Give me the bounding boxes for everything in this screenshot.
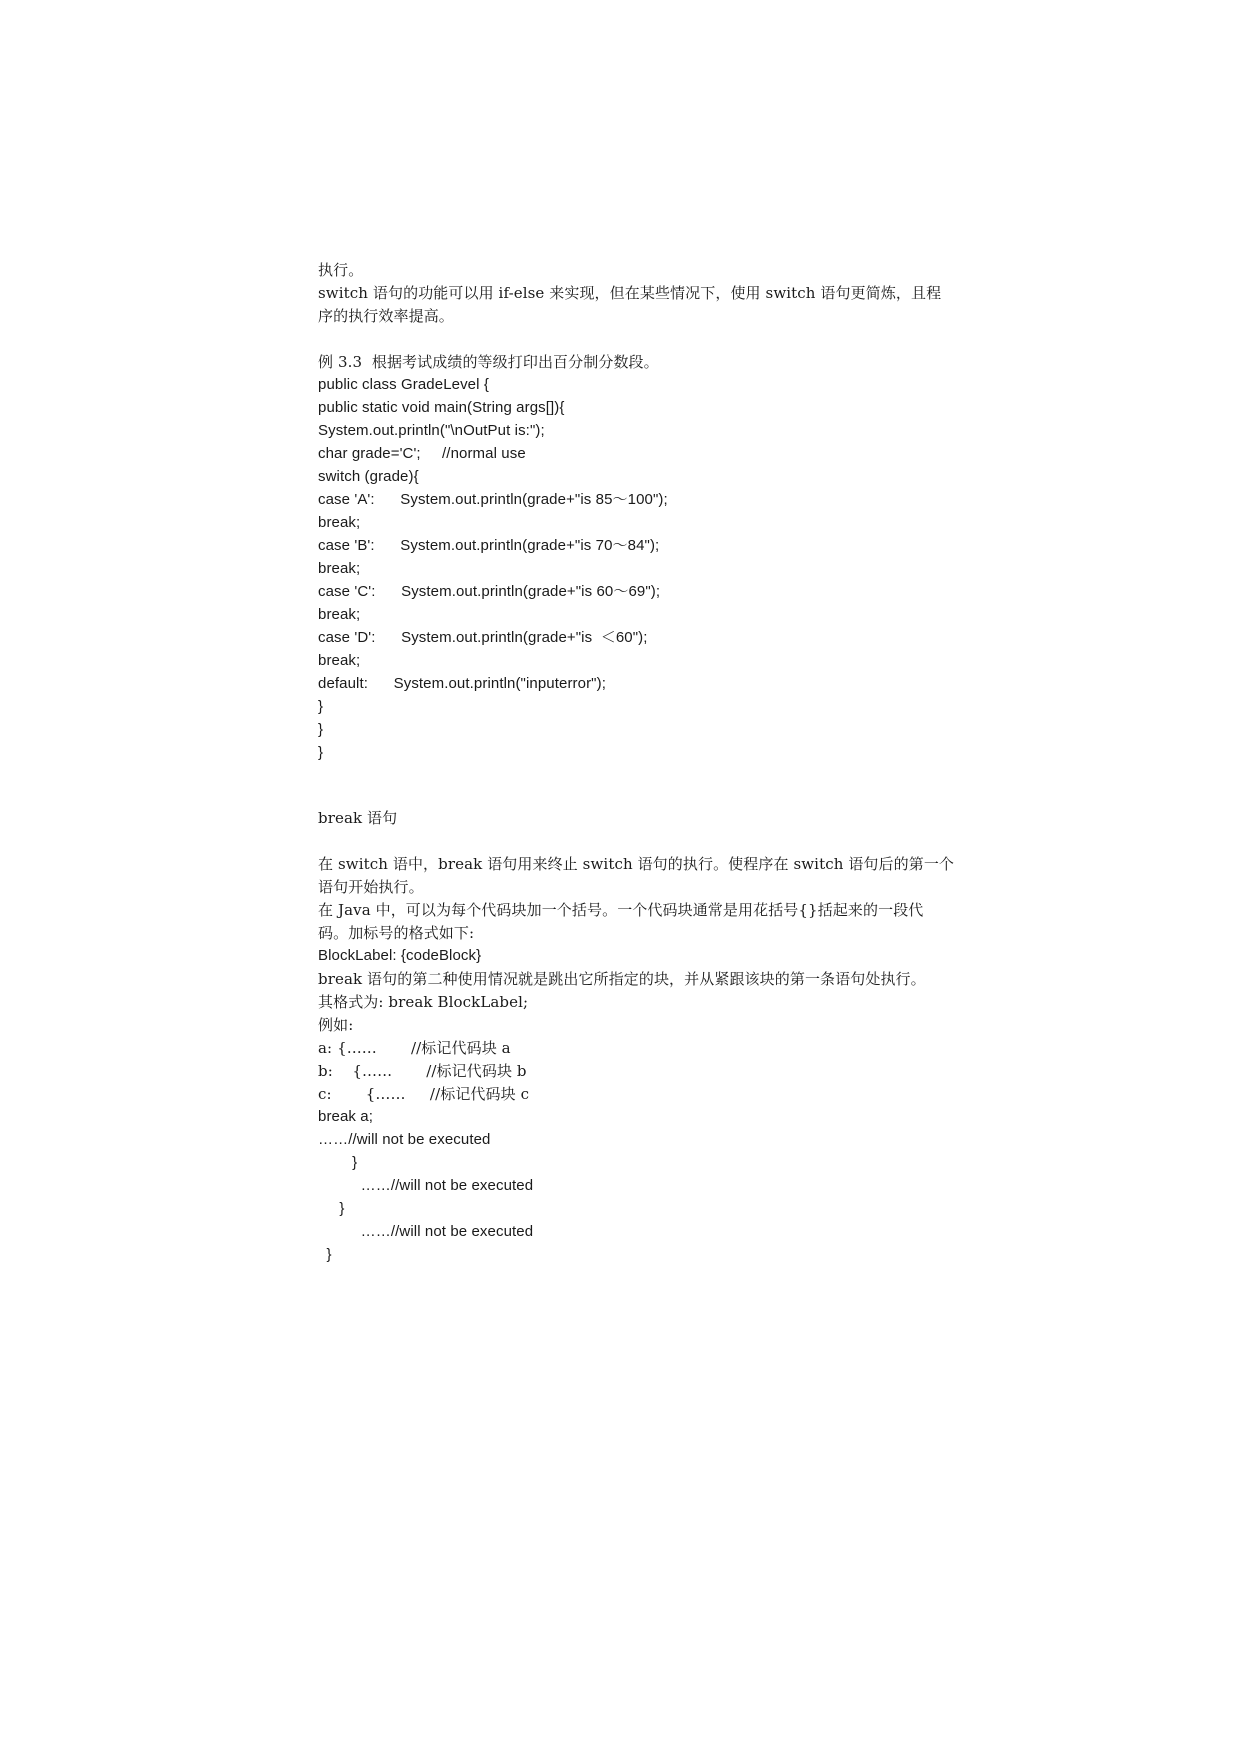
example-caption: 例 3.3 根据考试成绩的等级打印出百分制分数段。 (318, 353, 659, 371)
break-section-heading: break 语句 (318, 809, 398, 827)
break-para-1-line-2: 语句开始执行。 (318, 878, 424, 896)
example-code-line: b: {…… //标记代码块 b (318, 1062, 527, 1080)
code-line: public class GradeLevel { (318, 376, 489, 393)
example-code-line: ……//will not be executed (318, 1131, 491, 1148)
example-code-line: ……//will not be executed (318, 1177, 534, 1194)
code-line: break; (318, 606, 361, 623)
intro-line-2: switch 语句的功能可以用 if-else 来实现，但在某些情况下，使用 switch 语句更简炼，且程 (318, 284, 942, 302)
example-code-line: } (318, 1200, 345, 1217)
intro-line-1: 执行。 (318, 261, 364, 279)
intro-line-3: 序的执行效率提高。 (318, 307, 454, 325)
code-line: System.out.println("\nOutPut is:"); (318, 422, 545, 439)
code-line: case 'B': System.out.println(grade+"is 70～84"); (318, 537, 660, 554)
code-line: break; (318, 514, 361, 531)
break-para-2-line-1: 在 Java 中，可以为每个代码块加一个括号。一个代码块通常是用花括号{}括起来的一段代 (318, 901, 924, 919)
code-line: case 'C': System.out.println(grade+"is 60～69"); (318, 583, 661, 600)
code-line: switch (grade){ (318, 468, 419, 485)
break-para-2-line-2: 码。加标号的格式如下: (318, 924, 475, 942)
block-label-format: BlockLabel: {codeBlock} (318, 947, 482, 964)
code-line: } (318, 721, 324, 738)
example-code-line: c: {…… //标记代码块 c (318, 1085, 530, 1103)
code-line: break; (318, 652, 361, 669)
example-code-line: break a; (318, 1108, 373, 1125)
code-line: case 'A': System.out.println(grade+"is 85～100"); (318, 491, 668, 508)
code-line: break; (318, 560, 361, 577)
example-code-line: a: {…… //标记代码块 a (318, 1039, 511, 1057)
example-code-line: } (318, 1154, 358, 1171)
code-line: } (318, 698, 324, 715)
code-line: default: System.out.println("inputerror"); (318, 675, 606, 692)
break-para-3-line-1: break 语句的第二种使用情况就是跳出它所指定的块，并从紧跟该块的第一条语句处执行。 (318, 970, 926, 988)
code-line: public static void main(String args[]){ (318, 399, 565, 416)
break-para-3-line-2: 其格式为: break BlockLabel; (318, 993, 529, 1011)
code-line: } (318, 744, 324, 761)
code-line: char grade='C'; //normal use (318, 445, 526, 462)
break-para-3-line-3: 例如: (318, 1016, 354, 1034)
example-code-line: } (318, 1246, 332, 1263)
code-line: case 'D': System.out.println(grade+"is ＜60"); (318, 629, 648, 646)
break-para-1-line-1: 在 switch 语中，break 语句用来终止 switch 语句的执行。使程序在 switch 语句后的第一个 (318, 855, 955, 873)
example-code-line: ……//will not be executed (318, 1223, 534, 1240)
